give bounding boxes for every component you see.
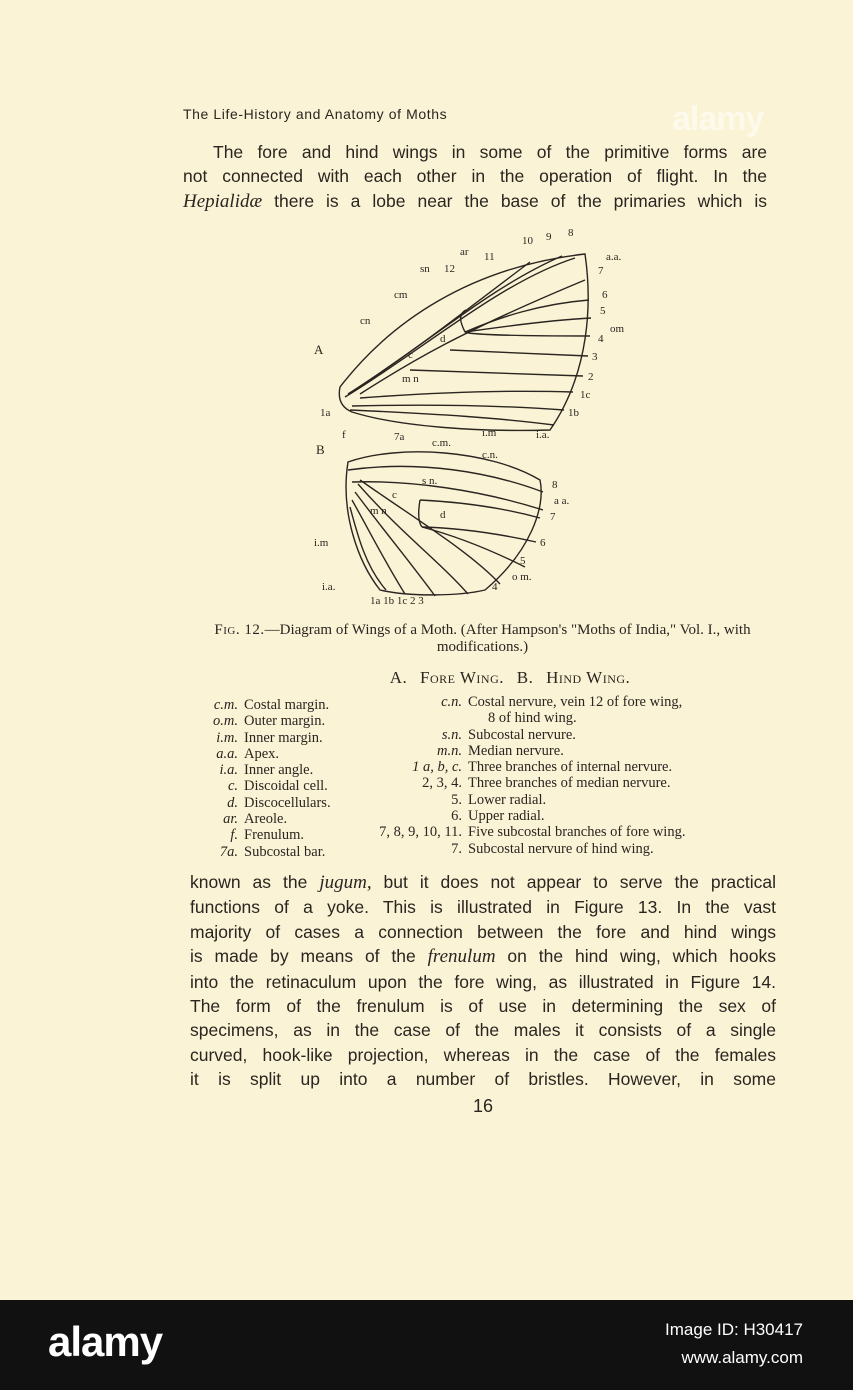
label-im-hind: i.m — [314, 537, 329, 549]
label-apex-hind: a a. — [554, 495, 570, 507]
text-line: functions of a yoke. This is illustrated in Figure 13. In the vast — [190, 897, 776, 918]
fore-wing-vein — [352, 405, 564, 410]
fore-wing-vein — [465, 332, 590, 336]
text-line: it is split up into a number of bristles. However, in some — [190, 1069, 776, 1090]
legend-desc: Apex. — [244, 745, 280, 762]
label-b: B — [316, 442, 325, 457]
alamy-logo: alamy — [48, 1318, 163, 1365]
legend-desc: Inner angle. — [244, 762, 314, 779]
text-line: specimens, as in the case of the males it consists of a single — [190, 1020, 776, 1041]
legend-abbr: 5. — [451, 791, 462, 808]
label-8: 8 — [568, 227, 574, 239]
italic-term: jugum, — [319, 872, 372, 893]
legend-abbr: ar. — [223, 811, 238, 828]
legend-desc: Subcostal nervure of hind wing. — [468, 840, 654, 857]
legend-row — [196, 827, 366, 843]
stock-banner — [0, 1300, 853, 1390]
legend-row — [196, 730, 366, 746]
legend-desc: Three branches of internal nervure. — [468, 759, 673, 776]
legend-b-title: Hind Wing. — [546, 668, 631, 687]
legend-row — [360, 694, 780, 710]
text-line — [183, 189, 767, 214]
label-2: 2 — [588, 371, 594, 383]
label-d: d — [440, 333, 446, 345]
legend-desc: Five subcostal branches of fore wing. — [468, 824, 686, 841]
legend-abbr: c.n. — [441, 694, 462, 710]
hind-wing-vein — [355, 492, 435, 596]
wing-diagram-svg — [300, 222, 640, 617]
label-6-hind: 6 — [540, 537, 546, 549]
legend-abbr: i.m. — [216, 729, 238, 746]
legend-abbr: f. — [230, 827, 238, 844]
text-fragment: there is a lobe near the base of the primaries which is — [262, 190, 767, 211]
legend-abbr: 7. — [451, 840, 462, 857]
italic-term: Hepialidæ — [183, 190, 263, 212]
legend-abbr: d. — [227, 794, 238, 811]
text-line — [190, 870, 776, 895]
legend-desc: Outer margin. — [244, 713, 326, 730]
label-a: A — [314, 342, 324, 357]
label-sn: sn — [420, 263, 430, 275]
label-om-hind: o m. — [512, 571, 532, 583]
legend-row — [196, 811, 366, 827]
legend-row — [196, 713, 366, 729]
text-fragment: on the hind wing, which hooks — [495, 946, 776, 967]
label-3: 3 — [592, 351, 598, 363]
label-cm: cm — [394, 289, 408, 301]
hind-wing-vein — [420, 500, 540, 518]
legend-abbr: c.m. — [213, 697, 238, 713]
label-7a: 7a — [394, 431, 405, 443]
fore-wing-outline — [339, 254, 588, 430]
label-9: 9 — [546, 231, 552, 243]
legend-row — [360, 792, 780, 808]
label-om: om — [610, 323, 625, 335]
figure-number: Fig. 12. — [214, 622, 265, 638]
label-im: i.m — [482, 427, 497, 439]
page-number: 16 — [473, 1096, 494, 1116]
label-mn: m n — [402, 373, 419, 385]
legend-row — [360, 841, 780, 857]
legend-desc: Costal margin. — [244, 697, 330, 713]
label-1c: 1c — [580, 389, 591, 401]
fore-wing-vein — [410, 370, 583, 376]
legend-abbr: c. — [227, 778, 238, 795]
legend-desc: Subcostal nervure. — [468, 726, 576, 743]
legend-row — [360, 727, 780, 743]
legend-row — [360, 710, 780, 726]
label-cn-hind: c.n. — [482, 449, 498, 461]
label-ar: ar — [460, 246, 469, 258]
label-cn: cn — [360, 315, 371, 327]
label-4: 4 — [598, 333, 604, 345]
legend-row — [196, 778, 366, 794]
fore-wing-vein — [360, 391, 573, 398]
label-1a: 1a — [320, 407, 331, 419]
legend-desc: Discocellulars. — [244, 794, 331, 811]
paragraph-body — [190, 870, 776, 1092]
legend-abbr: i.a. — [219, 762, 238, 779]
legend-abbr: 2, 3, 4. — [422, 775, 462, 792]
legend-desc: Inner margin. — [244, 729, 323, 746]
label-mn-hind: m n — [370, 505, 387, 517]
legend-hind-wing — [360, 694, 780, 857]
text-line: The form of the frenulum is of use in determining the sex of — [190, 996, 776, 1017]
text-fragment: known as the — [190, 872, 320, 892]
label-f: f — [342, 429, 346, 441]
label-cm-hind: c.m. — [432, 437, 451, 449]
text-line: The fore and hind wings in some of the primitive forms are — [213, 142, 767, 162]
legend-row — [196, 762, 366, 778]
legend-row — [360, 743, 780, 759]
legend-desc: Discoidal cell. — [244, 778, 328, 795]
label-7-hind: 7 — [550, 511, 556, 523]
legend-row — [196, 746, 366, 762]
legend-abbr: o.m. — [213, 713, 238, 730]
text-line — [190, 944, 776, 969]
hind-wing-vein — [350, 507, 386, 590]
text-fragment: but it does not appear to serve the practical — [371, 872, 777, 892]
legend-desc: Lower radial. — [468, 791, 547, 808]
legend-abbr: 7a. — [219, 843, 238, 860]
text-line: into the retinaculum upon the fore wing, as illustrated in Figure 14. — [190, 971, 776, 992]
label-11: 11 — [484, 251, 495, 263]
label-6: 6 — [602, 289, 608, 301]
label-4-hind: 4 — [492, 581, 498, 593]
legend-fore-wing — [196, 697, 366, 860]
legend-row — [196, 795, 366, 811]
label-c: c — [408, 349, 413, 361]
label-inner-angle: i.a. — [536, 429, 550, 441]
legend-a-letter: A. — [389, 668, 408, 687]
fore-wing-vein — [345, 258, 575, 397]
label-8-hind: 8 — [552, 479, 558, 491]
fore-wing-vein — [350, 410, 554, 425]
hind-wing-vein — [358, 484, 468, 594]
legend-desc: 8 of hind wing. — [488, 710, 577, 727]
legend-desc: Subcostal bar. — [244, 843, 326, 860]
legend-row — [196, 697, 366, 713]
label-5-hind: 5 — [520, 555, 526, 567]
legend-abbr: a.a. — [216, 745, 238, 762]
legend-desc: Three branches of median nervure. — [468, 775, 671, 792]
legend-desc: Frenulum. — [244, 827, 305, 844]
label-5: 5 — [600, 305, 606, 317]
label-ia-hind: i.a. — [322, 581, 336, 593]
label-d-hind: d — [440, 509, 446, 521]
legend-abbr: 6. — [451, 808, 462, 825]
label-10: 10 — [522, 235, 533, 247]
legend-row — [360, 759, 780, 775]
legend-heading — [200, 668, 820, 688]
legend-abbr: 1 a, b, c. — [412, 759, 462, 776]
label-12: 12 — [444, 263, 455, 275]
text-line: not connected with each other in the operation of flight. In the — [183, 166, 767, 187]
watermark: alamy — [672, 100, 764, 138]
label-c-hind: c — [392, 489, 397, 501]
legend-abbr: 7, 8, 9, 10, 11. — [379, 824, 462, 841]
legend-abbr: s.n. — [441, 726, 462, 743]
text-line: curved, hook-like projection, whereas in the case of the females — [190, 1044, 776, 1065]
legend-desc: Costal nervure, vein 12 of fore wing, — [468, 694, 683, 710]
italic-term: frenulum — [427, 946, 496, 968]
image-id: Image ID: H30417 — [665, 1320, 803, 1339]
text-line: majority of cases a connection between the fore and hind wings — [190, 921, 776, 942]
legend-row — [360, 775, 780, 791]
legend-b-letter: B. — [516, 668, 534, 687]
legend-row — [196, 844, 366, 860]
label-1b: 1b — [568, 407, 579, 419]
label-7: 7 — [598, 265, 604, 277]
label-bottom-veins: 1a 1b 1c 2 3 — [370, 595, 424, 607]
legend-a-title: Fore Wing. — [419, 668, 505, 687]
label-apex: a.a. — [606, 251, 622, 263]
legend-desc: Median nervure. — [468, 742, 564, 759]
legend-desc: Areole. — [244, 811, 288, 828]
caption-text: —Diagram of Wings of a Moth. (After Hampson's "Moths of India," Vol. I., with modifications.) — [264, 622, 751, 655]
figure-caption — [200, 622, 765, 656]
legend-row — [360, 808, 780, 824]
paragraph-intro — [183, 140, 767, 214]
fore-wing-vein — [450, 350, 588, 356]
legend-abbr: m.n. — [437, 742, 462, 759]
running-head: The Life-History and Anatomy of Moths — [183, 106, 448, 122]
wing-diagram — [300, 222, 640, 617]
text-fragment: is made by means of the — [190, 946, 428, 967]
site-url: www.alamy.com — [681, 1348, 803, 1367]
label-sn-hind: s n. — [422, 475, 438, 487]
legend-row — [360, 824, 780, 840]
legend-desc: Upper radial. — [468, 808, 545, 825]
